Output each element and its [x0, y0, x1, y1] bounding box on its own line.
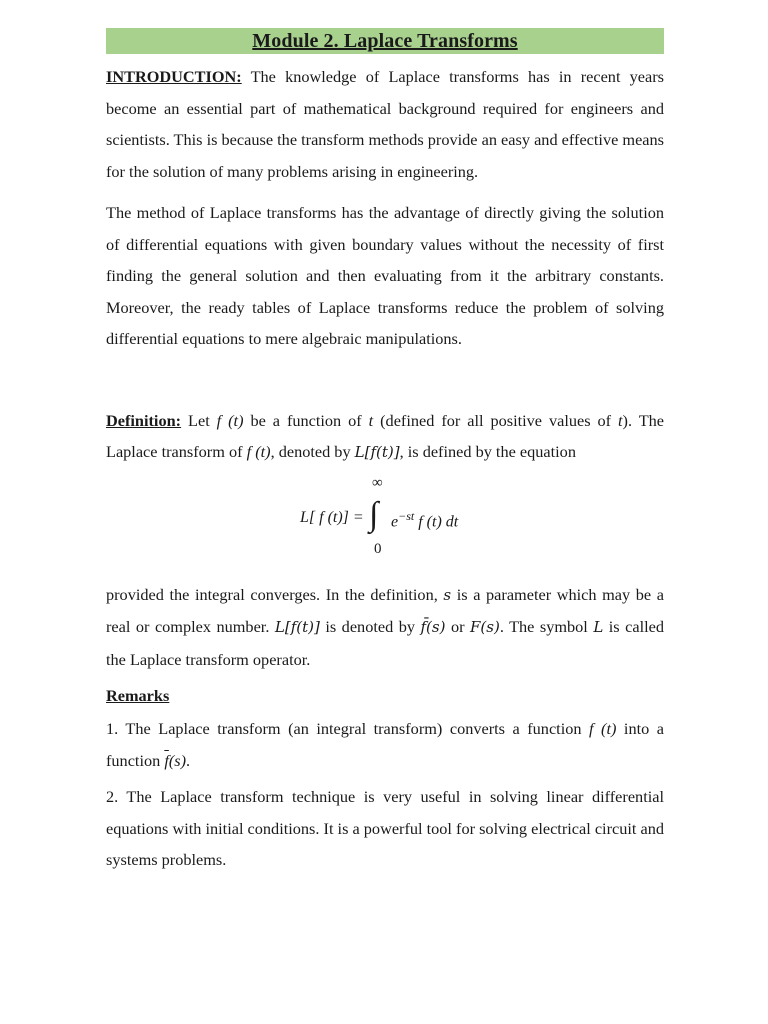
- integral-sign: ∫: [369, 495, 379, 533]
- converges-F-s: F(s): [470, 618, 500, 636]
- integral-upper-limit: ∞: [372, 474, 383, 491]
- equation-rhs: [391, 509, 458, 531]
- integral-lower-limit: 0: [374, 540, 382, 557]
- definition-text-2c: , is defined by the equation: [399, 442, 576, 461]
- remark-item-2: 2. The Laplace transform technique is very useful in solving linear differential equations with initial conditions. It is a powerful tool for solving electrical circuit and systems problems.: [106, 787, 664, 869]
- definition-ft: f (t): [216, 410, 244, 430]
- introduction-text: The knowledge of Laplace transforms has in recent years become an essential part of mathematical background required for engineers and scientists. This is because the transform methods provide an easy and effective means for the solution of many problems arising in engineering.: [106, 67, 664, 181]
- definition-Lf: L[f(t)]: [354, 443, 400, 461]
- introduction-label: INTRODUCTION:: [106, 67, 242, 86]
- converges-fbar-s: f̄(s): [420, 618, 446, 636]
- remark-1-text-b: into a function: [106, 719, 664, 770]
- converges-text-d: or: [445, 617, 470, 636]
- definition-label: Definition:: [106, 410, 182, 430]
- converges-L: L: [593, 618, 604, 636]
- converges-Lf: L[f(t)]: [274, 618, 320, 636]
- remark-1-s: (s): [168, 750, 187, 770]
- definition-t2: t: [618, 410, 623, 430]
- equation-e: e: [391, 512, 399, 530]
- definition-text-1c: (defined for all positive values of: [373, 410, 619, 430]
- converges-text-f: is called the Laplace transform operator.: [106, 617, 665, 669]
- definition-t: t: [368, 410, 374, 430]
- document-page: [106, 28, 664, 876]
- definition-ft2: f (t): [246, 442, 271, 461]
- definition-text-1a: Let: [181, 410, 217, 430]
- remark-1-fbar: $\overline{f}$: [164, 750, 169, 770]
- module-title: Module 2. Laplace Transforms: [106, 28, 664, 54]
- remark-item-1: [106, 713, 664, 776]
- laplace-equation: [106, 475, 664, 567]
- introduction-paragraph: [106, 61, 664, 187]
- remark-1-ft: f (t): [589, 719, 617, 738]
- equation-lhs: L[ f (t)] =: [300, 508, 364, 526]
- converges-s: s: [443, 585, 452, 604]
- definition-text-2b: , denoted by: [270, 442, 355, 461]
- definition-text-1b: be a function of: [243, 410, 369, 430]
- converges-text-c: is denoted by: [319, 617, 421, 636]
- definition-paragraph: [106, 405, 664, 469]
- method-paragraph: The method of Laplace transforms has the advantage of directly giving the solution of differential equations with given boundary values without the necessity of first finding the general solution and then evaluating from it the arbitrary constants. Moreover, the ready tables of Laplace transforms reduce the problem of solving differential equations to mere algebraic manipulations.: [106, 203, 664, 348]
- converges-paragraph: [106, 579, 664, 676]
- equation-exponent: −st: [398, 508, 415, 523]
- converges-text-b: is a parameter which may be a real or complex number.: [106, 584, 664, 636]
- remarks-heading: Remarks: [106, 686, 170, 705]
- definition-text-2a: The Laplace transform of: [106, 410, 665, 461]
- definition-text-1d: ).: [622, 410, 633, 430]
- converges-text-e: . The symbol: [499, 617, 594, 636]
- remark-1-text-a: 1. The Laplace transform (an integral transform) converts a function: [106, 719, 590, 738]
- converges-text-a: provided the integral converges. In the definition,: [106, 584, 444, 604]
- equation-integrand: f (t) dt: [414, 512, 459, 530]
- remark-1-text-c: .: [186, 750, 191, 770]
